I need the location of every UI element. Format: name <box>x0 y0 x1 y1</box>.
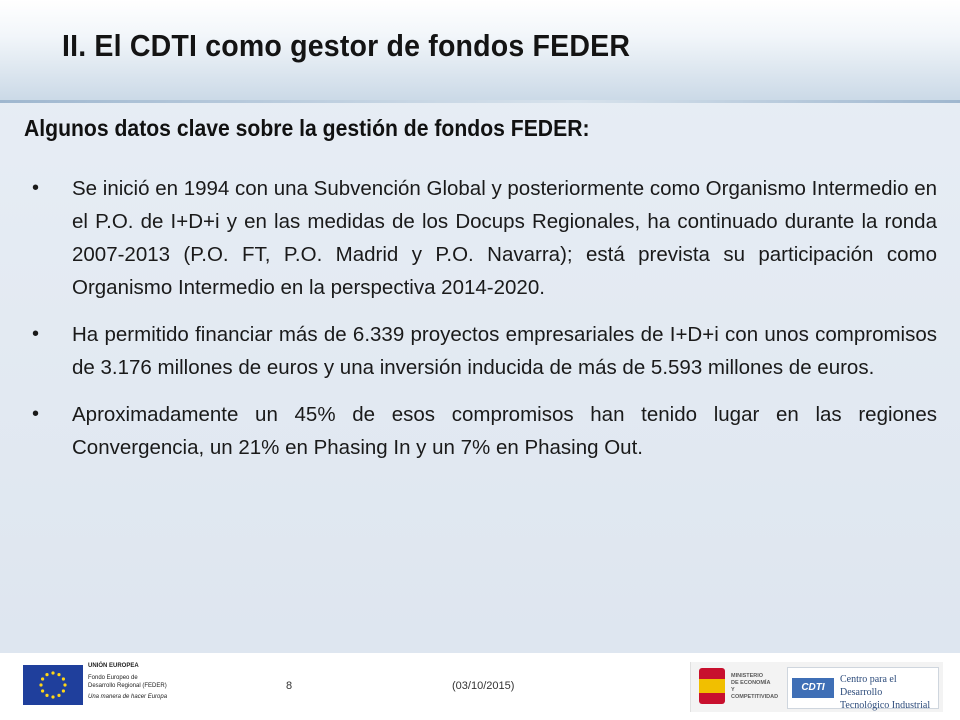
eu-title: UNIÓN EUROPEA <box>88 663 139 669</box>
footer-date: (03/10/2015) <box>452 680 515 692</box>
bullet-item <box>32 172 937 304</box>
cdti-name <box>840 673 936 712</box>
bullet-text: Se inició en 1994 con una Subvención Global y posteriormente como Organismo Intermedio en el P.O. de I+D+i y en las medidas de los Docups Regionales, ha continuado durante la ronda 2007-2013 (P.O. FT, P.O. Madrid y P.O. Navarra); está prevista su participación como Organismo Intermedio en la perspectiva 2014-2020. <box>72 177 937 299</box>
ministerio-line-2: DE ECONOMÍA <box>731 680 771 686</box>
bullet-item <box>32 318 937 384</box>
header-divider <box>0 100 960 103</box>
bullet-text: Aproximadamente un 45% de esos compromisos han tenido lugar en las regiones Convergencia, un 21% en Phasing In y un 7% en Phasing Out. <box>72 403 937 459</box>
institution-logos <box>690 662 943 712</box>
eu-stars-icon <box>23 665 83 705</box>
bullet-list <box>32 172 937 478</box>
ministerio-label <box>731 673 783 701</box>
cdti-name-line-2: Tecnológico Industrial <box>840 700 931 711</box>
bullet-marker: • <box>32 403 40 425</box>
eu-motto: Una manera de hacer Europa <box>88 694 168 700</box>
cdti-logo <box>787 667 939 709</box>
eu-fund-line-1: Fondo Europeo de <box>88 675 138 681</box>
cdti-logo-icon: CDTI <box>792 678 834 698</box>
bullet-marker: • <box>32 177 40 199</box>
bullet-item <box>32 398 937 464</box>
spain-coat-of-arms-icon <box>699 668 725 704</box>
bullet-marker: • <box>32 323 40 345</box>
cdti-name-line-1: Centro para el Desarrollo <box>840 674 897 698</box>
slide-title: II. El CDTI como gestor de fondos FEDER <box>62 28 631 63</box>
eu-flag-icon <box>23 665 83 705</box>
slide-subtitle: Algunos datos clave sobre la gestión de fondos FEDER: <box>24 115 590 141</box>
eu-fund-line-2: Desarrollo Regional (FEDER) <box>88 683 167 689</box>
eu-caption <box>88 662 198 701</box>
bullet-text: Ha permitido financiar más de 6.339 proyectos empresariales de I+D+i con unos compromisos de 3.176 millones de euros y una inversión inducida de más de 5.593 millones de euros. <box>72 323 937 379</box>
page-number: 8 <box>286 680 293 692</box>
ministerio-line-3: Y COMPETITIVIDAD <box>731 687 779 700</box>
ministerio-line-1: MINISTERIO <box>731 673 764 679</box>
